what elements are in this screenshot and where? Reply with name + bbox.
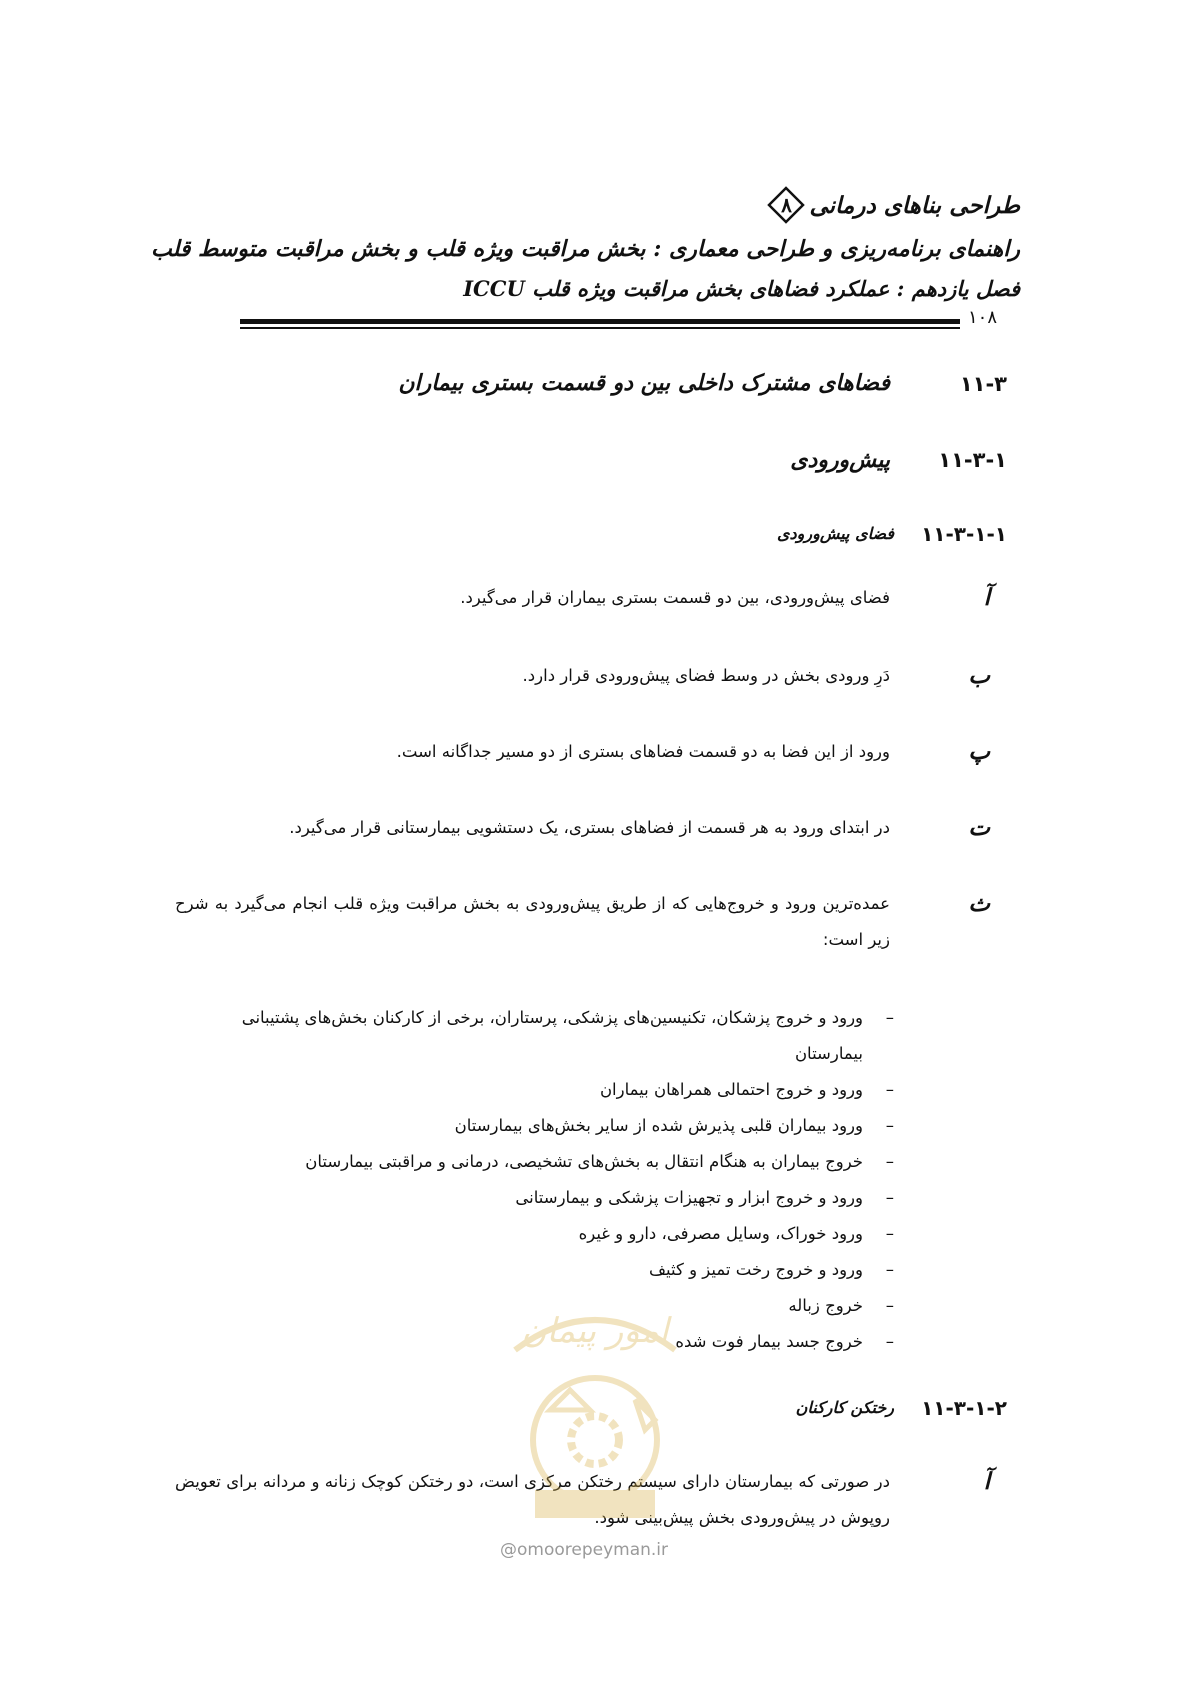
paragraph-text: ورود از این فضا به دو قسمت فضاهای بستری از دو مسیر جداگانه است. <box>396 742 890 761</box>
list-item-text: ورود بیماران قلبی پذیرش شده از سایر بخش‌های بیمارستان <box>454 1116 863 1135</box>
header-rule-thick <box>240 319 960 324</box>
list-item <box>600 1072 895 1108</box>
subsubsection-number: ۱۱-۳-۱-۲ <box>921 1396 1007 1420</box>
paragraph-letter: آ <box>983 1468 990 1495</box>
list-item-text: ورود و خروج ابزار و تجهیزات پزشکی و بیمارستانی <box>515 1188 863 1207</box>
section-title: فضاهای مشترک داخلی بین دو قسمت بستری بیماران <box>398 370 890 396</box>
list-item <box>649 1252 895 1288</box>
header-subtitle: راهنمای برنامه‌ریزی و طراحی معماری : بخش مراقبت ویژه قلب و بخش مراقبت متوسط قلب <box>151 236 1020 262</box>
watermark-logo <box>495 1290 695 1550</box>
list-item <box>305 1144 895 1180</box>
header-chapter: فصل یازدهم : عملکرد فضاهای بخش مراقبت ویژه قلب ICCU <box>463 276 1020 301</box>
list-item-text: ورود و خروج احتمالی همراهان بیماران <box>599 1080 863 1099</box>
list-item-text: ورود و خروج پزشکان، تکنیسین‌های پزشکی، پرستاران، برخی از کارکنان بخش‌های پشتیبانی بیمارستان <box>241 1008 863 1063</box>
section-number: ۱۱-۳ <box>959 372 1007 396</box>
subsection-number: ۱۱-۳-۱ <box>938 448 1007 472</box>
page-number: ۱۰۸ <box>968 307 998 328</box>
paragraph-text: در صورتی که بیمارستان دارای سیستم رختکن مرکزی است، دو رختکن کوچک زنانه و مردانه برای تعویض روپوش در پیش‌ورودی بخش پیش‌بینی شود. <box>175 1472 890 1527</box>
list-dash: – <box>885 1224 894 1243</box>
list-item <box>788 1288 895 1324</box>
paragraph-text: دَرِ ورودی بخش در وسط فضای پیش‌ورودی قرار دارد. <box>522 666 890 685</box>
paragraph-letter: ب <box>968 662 990 689</box>
list-item-text: ورود و خروج رخت تمیز و کثیف <box>648 1260 863 1279</box>
list-item-text: خروج بیماران به هنگام انتقال به بخش‌های تشخیصی، درمانی و مراقبتی بیمارستان <box>305 1152 863 1171</box>
list-dash: – <box>885 1296 894 1315</box>
list-item-text: خروج جسد بیمار فوت شده <box>675 1332 863 1351</box>
list-dash: – <box>885 1008 894 1027</box>
paragraph-letter: ت <box>968 814 990 841</box>
book-title: طراحی بناهای درمانی <box>809 191 1020 219</box>
paragraph-letter: ث <box>968 890 990 917</box>
header-rule-thin <box>240 327 960 329</box>
list-dash: – <box>885 1332 894 1351</box>
list-dash: – <box>885 1080 894 1099</box>
list-item <box>455 1108 895 1144</box>
watermark-site: @omoorepeyman.ir <box>500 1540 669 1560</box>
list-item <box>675 1324 895 1360</box>
list-dash: – <box>885 1116 894 1135</box>
book-title-line <box>761 186 1020 224</box>
subsubsection-title: رختکن کارکنان <box>795 1398 894 1417</box>
list-item <box>180 1000 895 1072</box>
list-item <box>515 1180 895 1216</box>
paragraph-text: در ابتدای ورود به هر قسمت از فضاهای بستری، یک دستشویی بیمارستانی قرار می‌گیرد. <box>289 818 890 837</box>
watermark-seal-icon <box>495 1290 695 1550</box>
paragraph-letter: پ <box>968 738 990 765</box>
list-item-text: ورود خوراک، وسایل مصرفی، دارو و غیره <box>578 1224 863 1243</box>
volume-diamond-badge <box>767 186 805 224</box>
paragraph-letter: آ <box>983 584 990 611</box>
paragraph-text: فضای پیش‌ورودی، بین دو قسمت بستری بیماران قرار می‌گیرد. <box>460 588 890 607</box>
subsection-title: پیش‌ورودی <box>790 447 890 473</box>
subsubsection-title: فضای پیش‌ورودی <box>777 524 894 543</box>
list-dash: – <box>885 1152 894 1171</box>
list-item <box>579 1216 895 1252</box>
list-dash: – <box>885 1260 894 1279</box>
paragraph-text: عمده‌ترین ورود و خروج‌هایی که از طریق پیش‌ورودی به بخش مراقبت ویژه قلب انجام می‌گیرد به شرح زیر است: <box>175 894 890 949</box>
subsubsection-number: ۱۱-۳-۱-۱ <box>921 522 1007 546</box>
list-dash: – <box>885 1188 894 1207</box>
list-item-text: خروج زباله <box>788 1296 863 1315</box>
volume-number: ۸ <box>781 193 792 217</box>
watermark-logo-text: امور پیمان <box>521 1311 669 1351</box>
